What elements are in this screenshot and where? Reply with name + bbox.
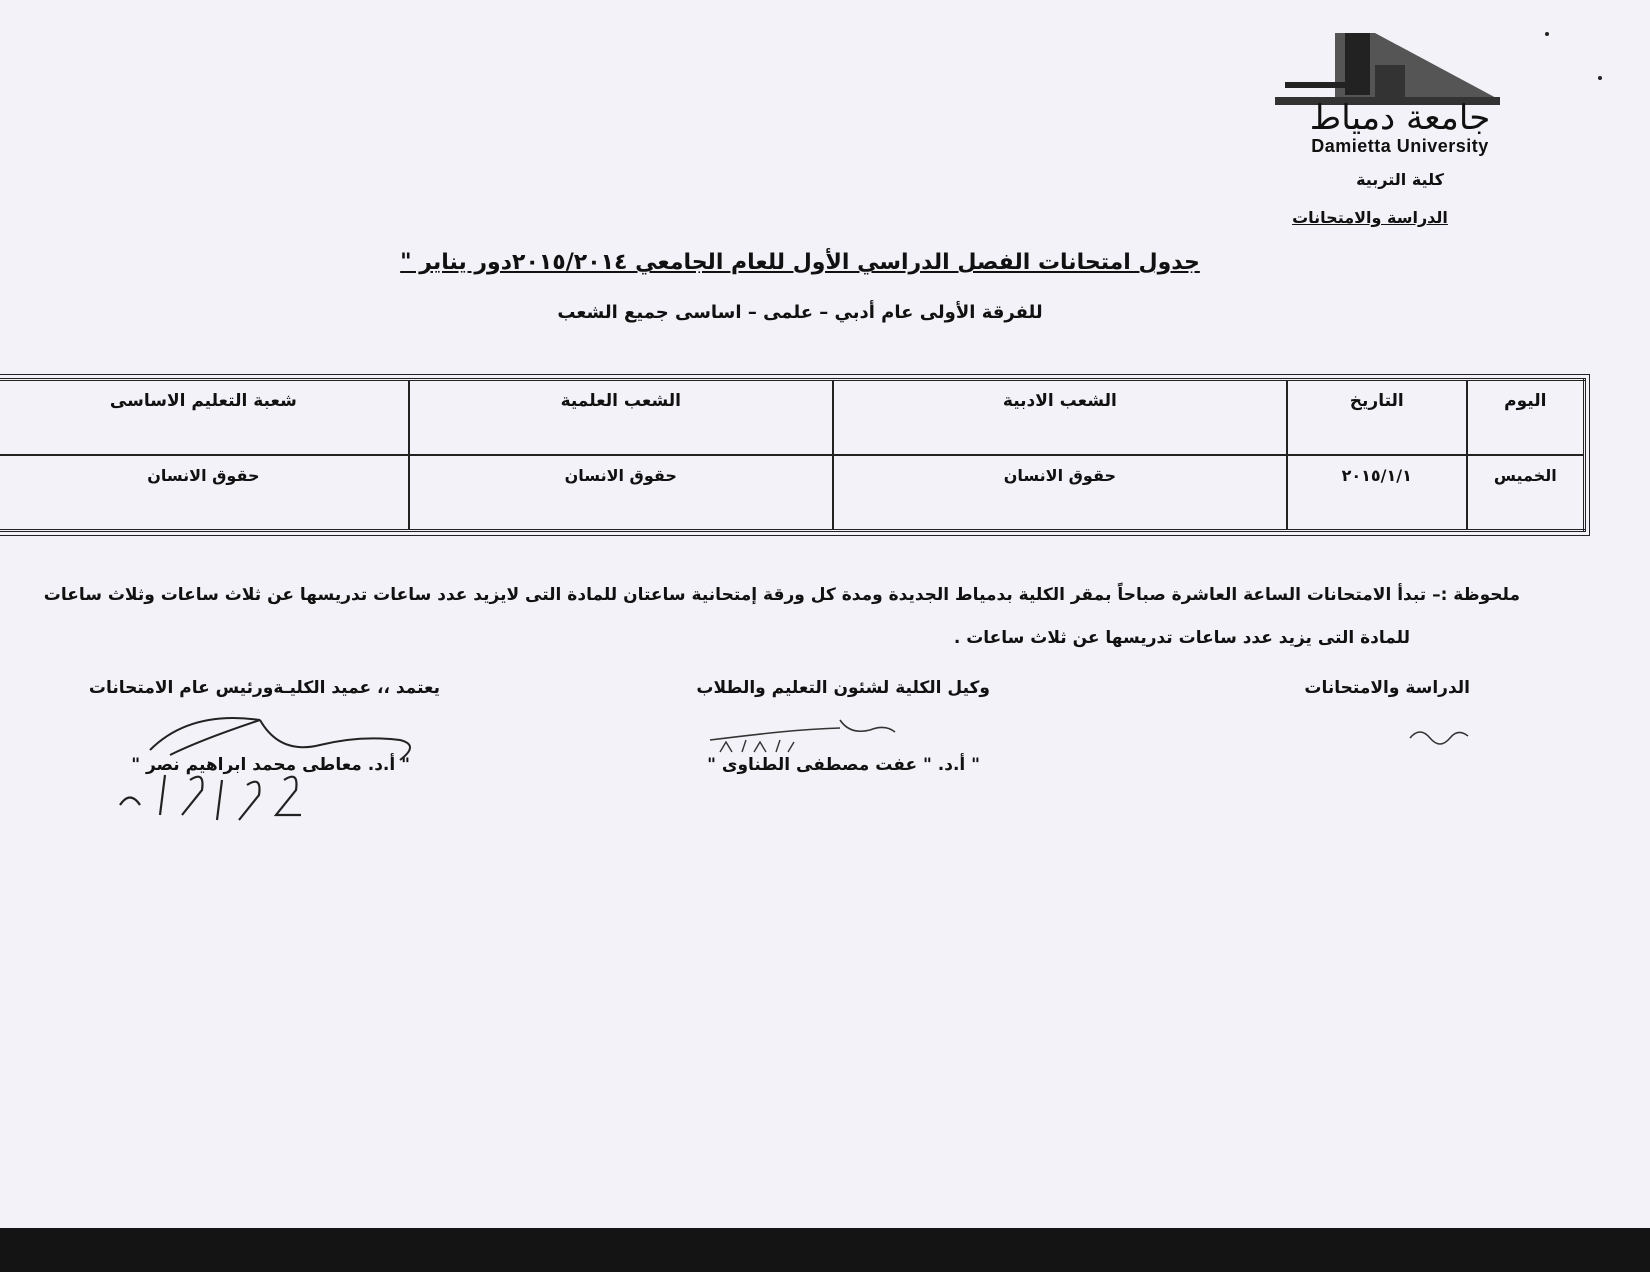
cell-literary: حقوق الانسان [833, 455, 1287, 531]
dean-handwritten-signature [110, 690, 430, 830]
cell-date: ٢٠١٥/١/١ [1287, 455, 1467, 531]
speck [1598, 76, 1602, 80]
header-science-sections: الشعب العلمية [409, 380, 833, 456]
scan-border-bar [0, 1228, 1650, 1272]
university-name-english: Damietta University [1311, 136, 1489, 156]
note-line-2: للمادة التى يزيد عدد ساعات تدريسها عن ثلاث ساعات . [953, 628, 1410, 648]
department-name: الدراسة والامتحانات [1292, 208, 1448, 227]
signature-department: الدراسة والامتحانات [1304, 678, 1470, 698]
signature-dean-name: " أ.د. معاطى محمد ابراهيم نصر " [131, 755, 410, 775]
header-date: التاريخ [1287, 380, 1467, 456]
header-day: اليوم [1467, 380, 1585, 456]
faculty-name: كلية التربية [1356, 170, 1444, 189]
cell-basic: حقوق الانسان [0, 455, 409, 531]
cell-science: حقوق الانسان [409, 455, 833, 531]
document-title: جدول امتحانات الفصل الدراسي الأول للعام الجامعي ٢٠١٥/٢٠١٤دور يناير " [400, 250, 1200, 275]
cell-day: الخميس [1467, 455, 1585, 531]
vice-dean-handwritten-signature [700, 700, 940, 760]
handwritten-initials [1405, 718, 1485, 748]
university-name-arabic: جامعة دمياط [1309, 98, 1491, 138]
table-row [0, 455, 1585, 531]
signature-dean-title: يعتمد ،، عميد الكليـةورئيس عام الامتحانات [88, 678, 440, 698]
signature-vice-dean-name: " أ.د. " عفت مصطفى الطناوى " [707, 755, 980, 775]
header-basic-education: شعبة التعليم الاساسى [0, 380, 409, 456]
exam-schedule-table [0, 378, 1586, 532]
signature-vice-dean-title: وكيل الكلية لشئون التعليم والطلاب [696, 678, 990, 698]
table-header-row [0, 380, 1585, 456]
note-line-1: ملحوظة :– تبدأ الامتحانات الساعة العاشرة صباحاً بمقر الكلية بدمياط الجديدة ومدة كل ورقة إمتحانية ساعتان للمادة التى لايزيد عدد ساعات تدريسها عن ثلاث ساعات وثلاث ساعات [43, 585, 1520, 605]
speck [1545, 32, 1549, 36]
header-literary-sections: الشعب الادبية [833, 380, 1287, 456]
document-subtitle: للفرقة الأولى عام أدبي – علمى – اساسى جميع الشعب [557, 302, 1043, 323]
